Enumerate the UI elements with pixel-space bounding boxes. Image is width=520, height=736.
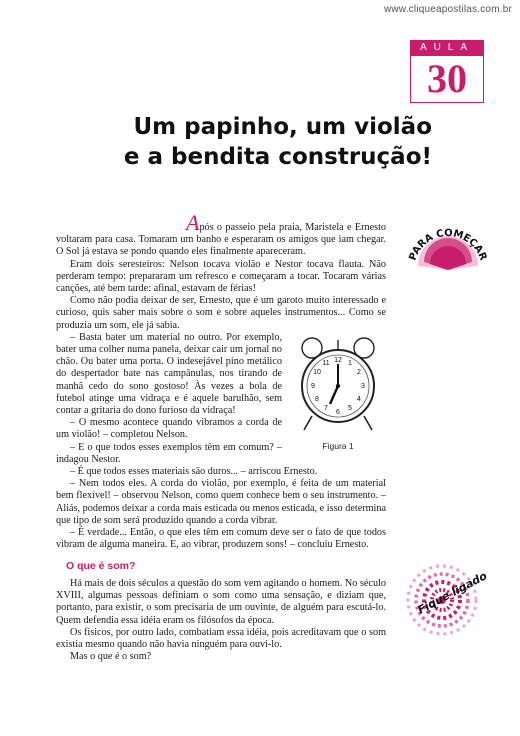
alarm-clock-icon [290,334,386,438]
lesson-badge [410,40,484,104]
lesson-label: AULA [410,40,484,56]
clock-num-2: 2 [357,368,361,376]
section-paragraph-3: Mas o que é o som? [70,651,152,663]
intro-text [56,210,386,551]
clock-num-4: 4 [357,395,361,403]
intro-paragraph-3: Como não podia deixar de ser, Ernesto, que é um garoto muito interessado e curioso, quis saber mais sobre o som e sobre aqueles instrumentos... Como se produzia um som, ele já sabia. [56,295,386,331]
clock-num-8: 8 [315,395,319,403]
para-comecar-badge-icon [404,222,492,278]
section-heading: O que é som? [66,560,136,572]
badge-2-text: Fique ligado [415,569,490,617]
section-paragraph-2: Os físicos, por outro lado, combatiam essa idéia, pois acreditavam que o som existia mesmo quando não havia ninguém para ouvi-lo. [56,626,386,651]
intro-paragraph-8: – Nem todos eles. A corda do violão, por exemplo, é feita de um material bem flexível! – observou Nelson, como quem conhece bem o seu instrumento. – Aliás, podemos deixar a corda mais esticada ou menos esticada, e isso determina que tipo de som será produzido quando a corda vibrar. [56,478,386,526]
clock-num-9: 9 [311,382,315,390]
clock-num-5: 5 [348,404,352,412]
section-text [56,578,386,663]
clock-num-1: 1 [348,359,352,367]
site-url[interactable]: www.cliqueapostilas.com.br [383,4,512,15]
intro-paragraph-6: – E o que todos esses exemplos têm em comum? – indagou Nestor. [56,441,282,465]
title-line-2: e a bendita construção! [123,144,432,170]
clock-num-7: 7 [324,404,328,412]
dropcap: A [186,210,200,235]
fique-ligado-badge-icon [400,552,492,644]
intro-paragraph-7: – É que todos esses materiais são duros... – arriscou Ernesto. [70,466,318,478]
badge-1-text: PARA COMEÇAR [407,227,489,263]
page-title [60,112,432,172]
lesson-number: 30 [410,56,484,103]
intro-paragraph-9: – É verdade... Então, o que eles têm em comum deve ser o fato de que todos vibram de alguma maneira. E, ao vibrar, produzem sons! – concluiu Ernesto. [56,527,386,551]
intro-paragraph-1: Após o passeio pela praia, Maristela e Ernesto voltaram para casa. Tomaram um banho e esperaram os amigos que iam chegar. O Sol já estava se pondo quando eles finalmente apareceram. [56,210,386,258]
clock-num-12: 12 [334,356,342,364]
section-paragraph-1: Há mais de dois séculos a questão do som vem agitando o homem. No século XVIII, algumas pessoas definiam o som como uma sensação, e diziam que, portanto, para existir, o som precisaria de um ouvinte, de alguém para escutá-lo. Quem defendia essa idéia eram os filósofos da época. [56,578,386,626]
alarm-clock-figure [290,334,386,452]
intro-paragraph-5: – O mesmo acontece quando vibramos a corda de um violão! – completou Nelson. [56,417,282,441]
clock-num-6: 6 [336,408,340,416]
clock-num-10: 10 [313,368,321,376]
title-line-1: Um papinho, um violão [133,114,432,140]
figure-caption: Figura 1 [322,440,354,451]
intro-paragraph-2: Eram dois seresteiros: Nelson tocava violão e Nestor tocava flauta. Não perderam tempo: prepararam um refresco e começaram a tocar. Tocaram várias canções, até bem tarde: afinal, estavam de férias! [56,258,386,295]
clock-num-11: 11 [322,359,330,367]
intro-paragraph-4: – Basta bater um material no outro. Por exemplo, bater uma colher numa panela, deixar cair um jornal no chão. Ou bater uma porta. O indesejável pino metálico do despertador bate nas campânulas, nos tirando de manhã cedo do sono gostoso! Às vezes a bola de futebol atinge uma vidraça e é aquele barulhão, sem contar a gritaria do dono furioso da vidraça! [56,331,282,417]
clock-num-3: 3 [361,382,365,390]
